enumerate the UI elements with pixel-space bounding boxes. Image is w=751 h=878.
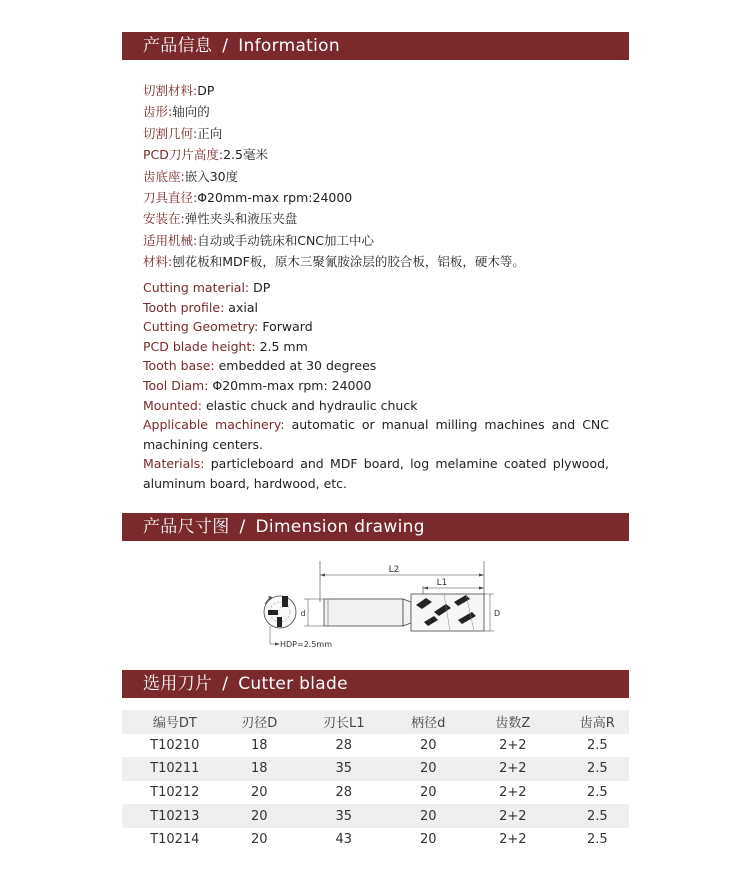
info-item — [143, 208, 525, 229]
cutter-blade-table — [122, 710, 629, 852]
section-separator: / — [239, 517, 246, 537]
table-cell: 28 — [335, 737, 353, 753]
info-label: 齿形: — [143, 104, 173, 120]
section-title-en: Cutter blade — [238, 674, 348, 694]
hdp-label: HDP=2.5mm — [280, 640, 333, 649]
table-cell: 2+2 — [499, 832, 527, 848]
info-item — [143, 415, 609, 454]
info-label: Tooth profile: — [143, 299, 225, 315]
table-cell: 2.5 — [586, 785, 608, 801]
info-item — [143, 356, 609, 376]
table-cell: 20 — [251, 808, 268, 824]
table-cell: 35 — [335, 761, 353, 777]
info-value: elastic chuck and hydraulic chuck — [202, 397, 418, 413]
table-row — [122, 828, 629, 852]
d-big-label: D — [494, 609, 500, 618]
section-title-cn: 产品尺寸图 — [143, 517, 230, 537]
table-cell: T10212 — [150, 785, 200, 801]
info-value: particleboard and MDF board, log melamine coated plywood, aluminum board, hardwood, etc. — [143, 456, 609, 491]
table-cell: 2.5 — [586, 808, 608, 824]
info-label: 刀具直径: — [143, 190, 198, 206]
column-header: 刃长L1 — [323, 716, 365, 732]
info-value: DP — [197, 83, 215, 98]
d-small-label: d — [300, 609, 306, 618]
info-item — [143, 278, 609, 298]
info-value: Φ20mm-max rpm: 24000 — [208, 377, 372, 393]
info-value: embedded at 30 degrees — [214, 358, 377, 374]
info-value: 正向 — [197, 125, 223, 141]
table-cell: 20 — [420, 737, 437, 753]
info-item — [143, 80, 525, 101]
table-row — [122, 804, 629, 828]
table-cell: 2+2 — [499, 808, 527, 824]
info-label: 材料: — [143, 254, 173, 270]
info-label: 安装在: — [143, 211, 185, 227]
info-list-english — [143, 278, 609, 494]
section-title-en: Information — [238, 36, 340, 56]
info-label: Applicable machinery: — [143, 417, 285, 433]
table-cell: 20 — [420, 808, 437, 824]
table-cell: 20 — [251, 832, 268, 848]
table-cell: 43 — [335, 832, 353, 848]
table-cell: T10213 — [150, 808, 200, 824]
section-separator: / — [222, 674, 229, 694]
table-row — [122, 757, 629, 781]
info-item — [143, 251, 525, 272]
info-value: 轴向的 — [172, 104, 210, 120]
info-label: 适用机械: — [143, 232, 198, 248]
table-cell: T10210 — [150, 737, 200, 753]
info-item — [143, 166, 525, 187]
info-item — [143, 317, 609, 337]
table-cell: T10214 — [150, 832, 200, 848]
table-cell: 2+2 — [499, 785, 527, 801]
info-item — [143, 376, 609, 396]
info-label: 齿底座: — [143, 168, 185, 184]
table-cell: T10211 — [150, 761, 200, 777]
info-value: 自动或手动铣床和CNC加工中心 — [197, 232, 375, 248]
arrow-icon — [320, 574, 325, 577]
arrow-icon — [479, 587, 484, 590]
table-cell: 2.5 — [586, 832, 608, 848]
info-item — [143, 123, 525, 144]
table-row — [122, 781, 629, 805]
arrow-icon — [479, 574, 484, 577]
info-value: DP — [249, 280, 271, 295]
info-item — [143, 454, 609, 493]
table-cell: 2+2 — [499, 737, 527, 753]
info-label: 切割几何: — [143, 125, 198, 141]
table-header-row — [122, 710, 629, 734]
info-item — [143, 396, 609, 416]
info-item — [143, 187, 525, 208]
info-label: Mounted: — [143, 397, 203, 413]
info-value: Φ20mm-max rpm:24000 — [197, 190, 353, 206]
info-value: axial — [224, 299, 258, 315]
info-label: Cutting material: — [143, 280, 250, 295]
section-title-cn: 选用刀片 — [143, 674, 213, 694]
info-item — [143, 298, 609, 318]
table-row — [122, 734, 629, 758]
info-label: PCD blade height: — [143, 338, 256, 354]
info-item — [143, 337, 609, 357]
section-title-cn: 产品信息 — [143, 36, 213, 56]
column-header: 齿高R — [579, 716, 615, 732]
info-list-chinese — [143, 80, 525, 273]
column-header: 齿数Z — [495, 716, 531, 732]
info-value: 2.5 mm — [255, 338, 308, 354]
table-cell: 18 — [251, 737, 268, 753]
info-item — [143, 101, 525, 122]
info-item — [143, 230, 525, 251]
table-cell: 20 — [420, 761, 437, 777]
table-cell: 35 — [335, 808, 353, 824]
end-view-blade — [268, 610, 278, 615]
end-view-blade — [282, 596, 288, 607]
info-value: automatic or manual milling machines and CNC machining centers. — [143, 417, 609, 452]
tool-neck — [403, 599, 411, 626]
l1-label: L1 — [436, 578, 448, 588]
info-label: 切割材料: — [143, 83, 198, 98]
arrow-icon — [423, 587, 428, 590]
table-cell: 2+2 — [499, 761, 527, 777]
tool-shank — [324, 599, 403, 626]
tool-dimension-drawing — [248, 558, 500, 658]
info-label: Tool Diam: — [143, 377, 209, 393]
end-view-blade — [277, 617, 282, 627]
section-header-dimension — [122, 513, 629, 541]
table-cell: 2.5 — [586, 737, 608, 753]
info-item — [143, 144, 525, 165]
table-cell: 20 — [420, 832, 437, 848]
section-header-information — [122, 32, 629, 60]
info-value: 嵌入30度 — [184, 168, 239, 184]
table-cell: 28 — [335, 785, 353, 801]
column-header: 刃径D — [241, 716, 278, 732]
table-cell: 20 — [420, 785, 437, 801]
info-value: Forward — [258, 319, 313, 335]
info-label: PCD刀片高度: — [143, 147, 224, 163]
section-separator: / — [222, 36, 229, 56]
table-cell: 20 — [251, 785, 268, 801]
section-title-en: Dimension drawing — [255, 517, 425, 537]
info-label: Tooth base: — [143, 358, 215, 374]
table-cell: 2.5 — [586, 761, 608, 777]
info-label: Cutting Geometry: — [143, 319, 259, 335]
table-cell: 18 — [251, 761, 268, 777]
l2-label: L2 — [388, 565, 400, 575]
info-label: Materials: — [143, 456, 205, 472]
column-header: 柄径d — [411, 716, 446, 732]
info-value: 刨花板和MDF板，原木三聚氰胺涂层的胶合板，铝板，硬木等。 — [172, 254, 525, 270]
info-value: 2.5毫米 — [223, 147, 268, 163]
info-value: 弹性夹头和液压夹盘 — [184, 211, 298, 227]
section-header-cutter-blade — [122, 670, 629, 698]
column-header: 编号DT — [152, 716, 197, 732]
